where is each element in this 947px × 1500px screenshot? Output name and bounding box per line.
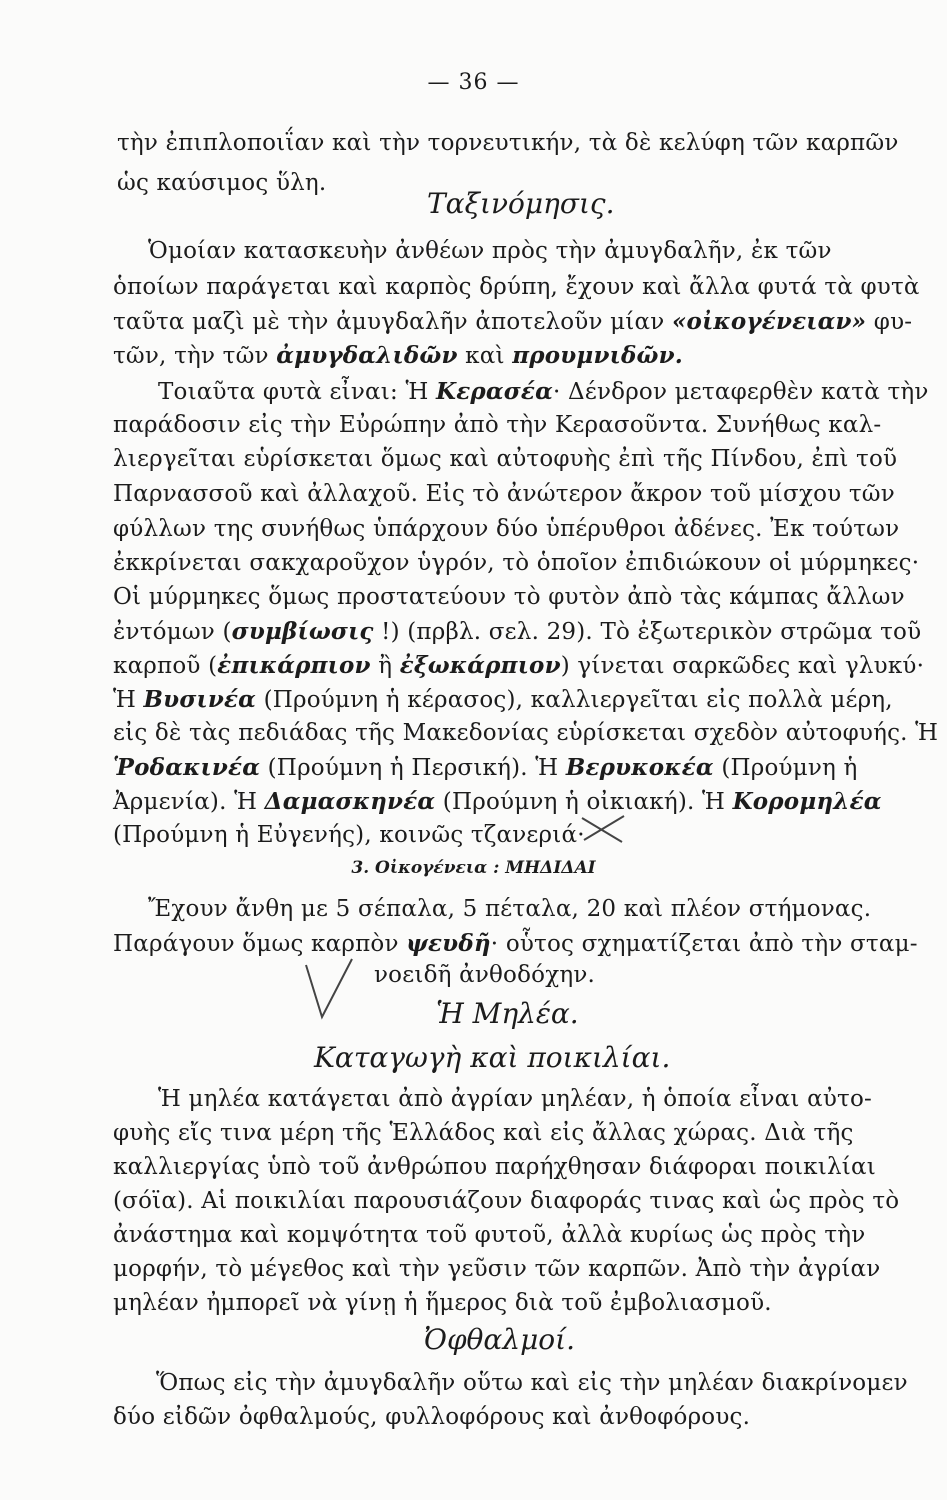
text-line: εἰς δὲ τὰς πεδιάδας τῆς Μακεδονίας εὑρίσκεται σχεδὸν αὐτοφυής. Ἡ [113,720,939,746]
text-line: Ἡ μηλέα κατάγεται ἀπὸ ἀγρίαν μηλέαν, ἡ ὁποία εἶναι αὐτο- [158,1086,873,1112]
text-line: λιεργεῖται εὑρίσκεται ὅμως καὶ αὐτοφυὴς ἐπὶ τῆς Πίνδου, ἐπὶ τοῦ [113,446,898,472]
text-line: Οἱ μύρμηκες ὅμως προστατεύουν τὸ φυτὸν ἀπὸ τὰς κάμπας ἄλλων [113,584,905,610]
text-line: τὴν ἐπιπλοποιΐαν καὶ τὴν τορνευτικήν, τὰ δὲ κελύφη τῶν καρπῶν [117,130,899,156]
text-line: καλλιεργίας ὑπὸ τοῦ ἀνθρώπου παρήχθησαν διάφοραι ποικιλίαι [113,1154,876,1180]
text-line: νοειδῆ ἀνθοδόχην. [374,962,596,988]
text-line: Τοιαῦτα φυτὰ εἶναι: Ἡ Κερασέα· Δένδρον μεταφερθὲν κατὰ τὴν [158,378,929,405]
handwritten-cross-mark [578,812,628,846]
section-heading: Ὀφθαλμοί. [424,1323,576,1356]
handwritten-check-mark [300,955,360,1025]
text-line: ἐκκρίνεται σακχαροῦχον ὑγρόν, τὸ ὁποῖον ἐπιδιώκουν οἱ μύρμηκες· [113,550,920,576]
text-line: μηλέαν ἠμπορεῖ νὰ γίνῃ ἡ ἥμερος διὰ τοῦ ἐμβολιασμοῦ. [113,1290,772,1316]
text-line: δύο εἰδῶν ὀφθαλμούς, φυλλοφόρους καὶ ἀνθοφόρους. [113,1404,751,1430]
text-line: ὁποίων παράγεται καὶ καρπὸς δρύπη, ἔχουν καὶ ἄλλα φυτά τὰ φυτὰ [113,274,920,300]
text-line: Ὅπως εἰς τὴν ἀμυγδαλῆν οὕτω καὶ εἰς τὴν μηλέαν διακρίνομεν [156,1370,908,1396]
text-line: φύλλων της συνήθως ὑπάρχουν δύο ὑπέρυθροι ἀδένες. Ἐκ τούτων [113,516,900,542]
text-line: μορφήν, τὸ μέγεθος καὶ τὴν γεῦσιν τῶν καρπῶν. Ἀπὸ τὴν ἀγρίαν [113,1256,881,1282]
text-line: φυὴς εἴς τινα μέρη τῆς Ἑλλάδος καὶ εἰς ἄλλας χώρας. Διὰ τῆς [113,1120,854,1146]
text-line: Ἀρμενία). Ἡ Δαμασκηνέα (Προύμνη ἡ οἰκιακή). Ἡ Κορομηλέα [113,788,882,815]
page-number: — 36 — [427,70,520,95]
text-line: ταῦτα μαζὶ μὲ τὴν ἀμυγδαλῆν ἀποτελοῦν μίαν «οἰκογένειαν» φυ- [113,308,913,335]
text-line: Παράγουν ὅμως καρπὸν ψευδῆ· οὗτος σχηματίζεται ἀπὸ τὴν σταμ- [113,930,918,957]
text-line: τῶν, τὴν τῶν ἀμυγδαλιδῶν καὶ προυμνιδῶν. [113,342,683,369]
text-line: (Προύμνη ἡ Εὐγενής), κοινῶς τζανεριά· [113,822,585,848]
text-line: ἐντόμων (συμβίωσις !) (πρβλ. σελ. 29). Τὸ ἐξωτερικὸν στρῶμα τοῦ [113,618,922,645]
text-line: Ἔχουν ἄνθη με 5 σέπαλα, 5 πέταλα, 20 καὶ πλέον στήμονας. [148,896,872,922]
text-line: ὡς καύσιμος ὕλη. [117,170,327,196]
section-heading: Ταξινόμησις. [427,187,615,220]
text-line: παράδοσιν εἰς τὴν Εὐρώπην ἀπὸ τὴν Κερασοῦντα. Συνήθως καλ- [113,412,882,438]
text-line: καρποῦ (ἐπικάρπιον ἢ ἐξωκάρπιον) γίνεται σαρκῶδες καὶ γλυκύ· [113,652,925,679]
text-line: ἀνάστημα καὶ κομψότητα τοῦ φυτοῦ, ἀλλὰ κυρίως ὡς πρὸς τὴν [113,1222,866,1248]
text-line: Ἡ Βυσινέα (Προύμνη ἡ κέρασος), καλλιεργεῖται εἰς πολλὰ μέρη, [113,686,893,713]
section-heading: Ἡ Μηλέα. [436,997,579,1030]
text-line: Ῥοδακινέα (Προύμνη ἡ Περσική). Ἡ Βερυκοκέα (Προύμνη ἡ [113,754,858,781]
text-line: (σόϊα). Αἱ ποικιλίαι παρουσιάζουν διαφοράς τινας καὶ ὡς πρὸς τὸ [113,1188,900,1214]
text-line: Παρνασσοῦ καὶ ἀλλαχοῦ. Εἰς τὸ ἀνώτερον ἄκρον τοῦ μίσχου τῶν [113,481,895,507]
section-heading: Καταγωγὴ καὶ ποικιλίαι. [314,1041,671,1074]
family-heading: 3. Οἰκογένεια : ΜΗΔΙΔΑΙ [351,858,596,878]
text-line: Ὁμοίαν κατασκευὴν ἀνθέων πρὸς τὴν ἀμυγδαλῆν, ἐκ τῶν [148,238,832,264]
